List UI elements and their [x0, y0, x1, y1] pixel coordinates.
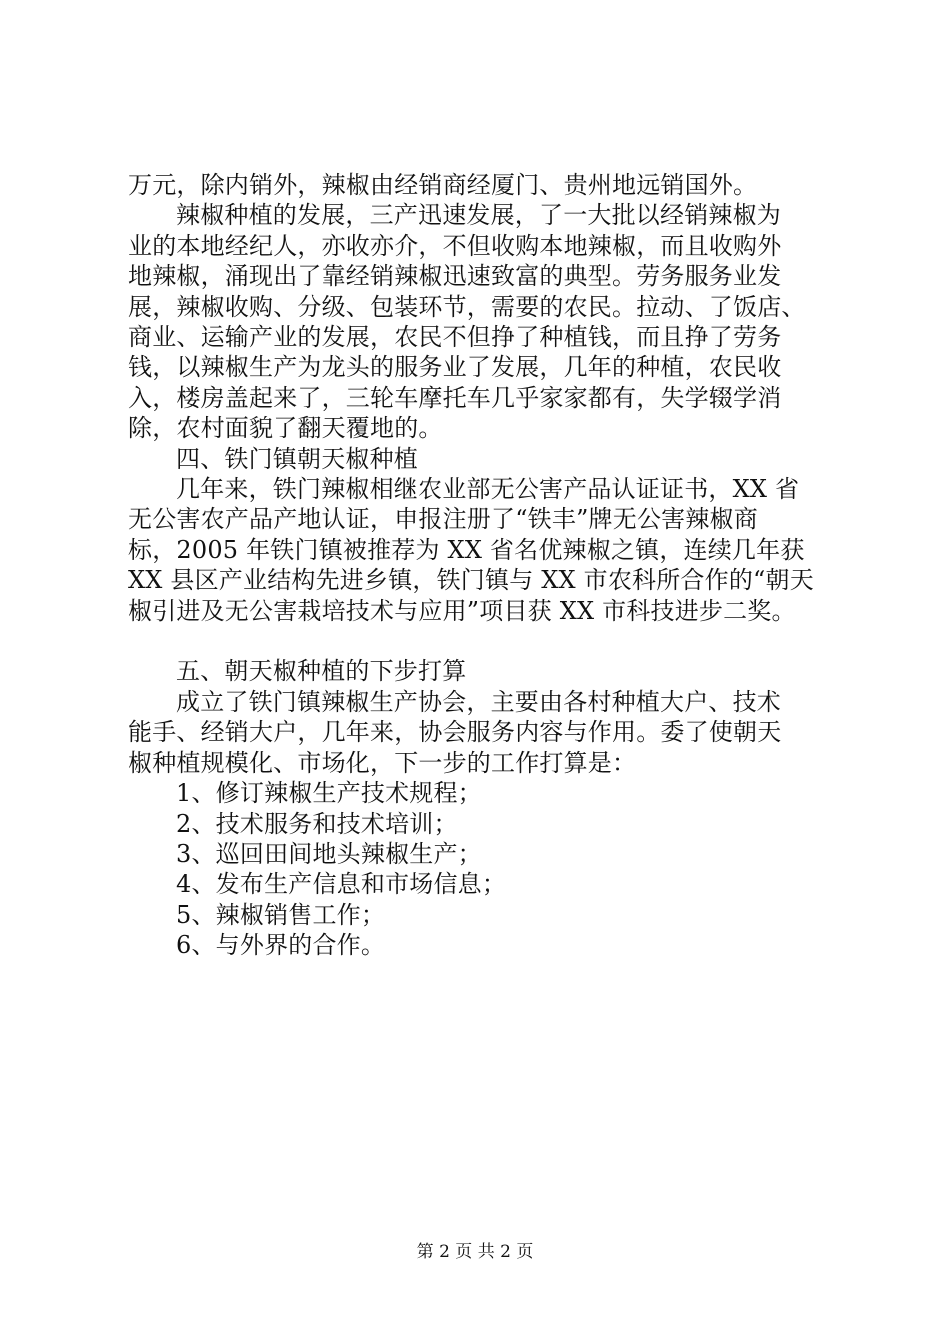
- list-item: 3、巡回田间地头辣椒生产；: [176, 839, 482, 868]
- section-heading: 四、铁门镇朝天椒种植: [176, 444, 418, 473]
- text-line: 标，2005 年铁门镇被推荐为 XX 省名优辣椒之镇，连续几年获: [128, 535, 805, 564]
- text-line: 除，农村面貌了翻天覆地的。: [128, 414, 443, 443]
- text-line: 展，辣椒收购、分级、包装环节，需要的农民。拉动、了饭店、: [128, 292, 806, 321]
- text-line: 椒引进及无公害栽培技术与应用”项目获 XX 市科技进步二奖。: [128, 596, 796, 625]
- text-line: 商业、运输产业的发展，农民不但挣了种植钱，而且挣了劳务: [128, 323, 782, 352]
- list-item: 1、修订辣椒生产技术规程；: [176, 779, 482, 808]
- text-line: 成立了铁门镇辣椒生产协会，主要由各村种植大户、技术: [176, 687, 781, 716]
- text-line: 辣椒种植的发展，三产迅速发展，了一大批以经销辣椒为: [176, 201, 781, 230]
- document-body: [128, 170, 838, 961]
- text-line: 地辣椒，涌现出了靠经销辣椒迅速致富的典型。劳务服务业发: [128, 262, 782, 291]
- text-line: 万元，除内销外，辣椒由经销商经厦门、贵州地远销国外。: [128, 171, 758, 199]
- list-item: 2、技术服务和技术培训；: [176, 809, 458, 838]
- text-line: 无公害农产品产地认证，申报注册了“铁丰”牌无公害辣椒商: [128, 505, 758, 534]
- text-line: 钱，以辣椒生产为龙头的服务业了发展，几年的种植，农民收: [128, 353, 782, 382]
- section-heading: 五、朝天椒种植的下步打算: [176, 657, 467, 686]
- list-item: 5、辣椒销售工作；: [176, 900, 386, 929]
- paragraph-gap: [128, 626, 838, 656]
- text-line: 几年来，铁门辣椒相继农业部无公害产品认证证书，XX 省: [176, 475, 800, 504]
- page-footer: 第 2 页 共 2 页: [416, 1242, 534, 1262]
- text-line: 业的本地经纪人，亦收亦介，不但收购本地辣椒，而且收购外: [128, 231, 782, 260]
- list-item: 4、发布生产信息和市场信息；: [176, 870, 507, 899]
- text-line: 入，楼房盖起来了，三轮车摩托车几乎家家都有，失学辍学消: [128, 383, 782, 412]
- text-line: 能手、经销大户，几年来，协会服务内容与作用。委了使朝天: [128, 718, 782, 747]
- text-line: 椒种植规模化、市场化，下一步的工作打算是：: [128, 748, 637, 777]
- text-line: XX 县区产业结构先进乡镇，铁门镇与 XX 市农科所合作的“朝天: [128, 566, 814, 595]
- list-item: 6、与外界的合作。: [176, 931, 386, 960]
